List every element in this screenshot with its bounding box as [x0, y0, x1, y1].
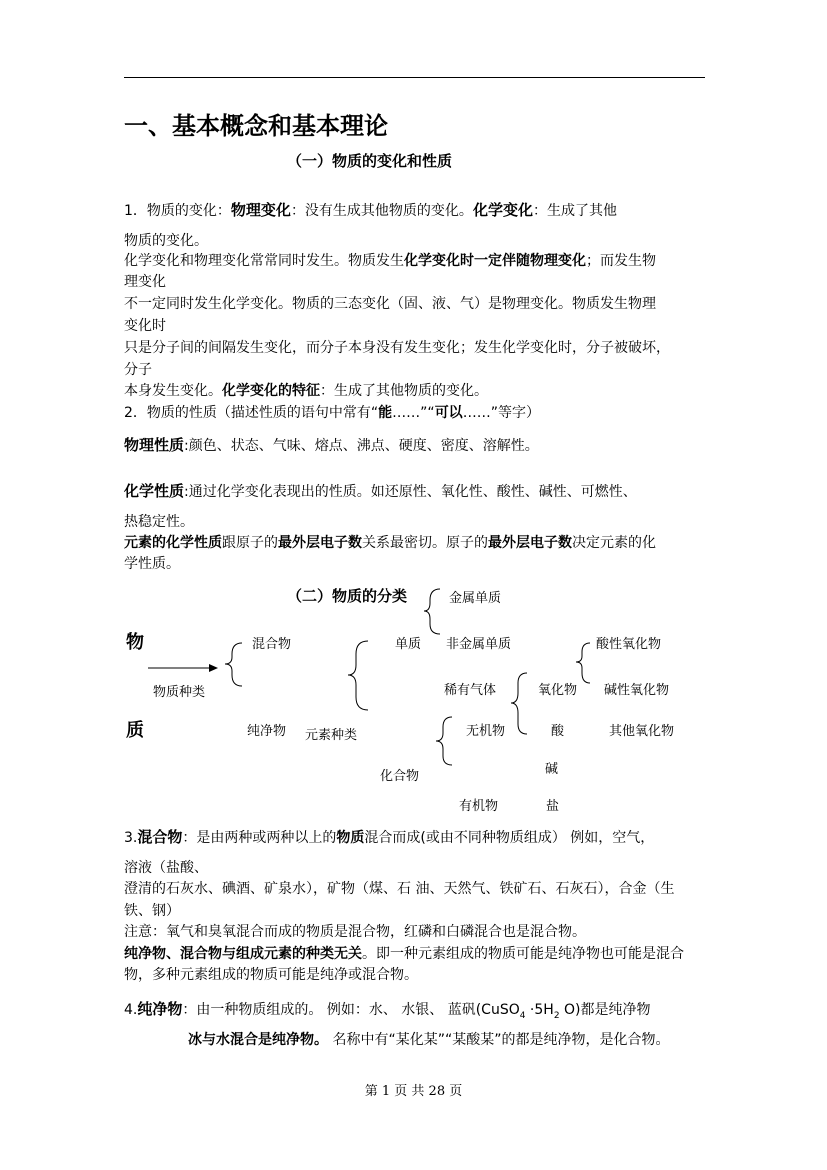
para-line — [188, 1030, 728, 1050]
brace-mixture-pure — [225, 643, 242, 686]
text: ：没有生成其他物质的变化。 — [290, 203, 473, 219]
text: 名称中有“某化某”“某酸某”的都是纯净物，是化合物。 — [328, 1032, 670, 1048]
para-line — [124, 435, 716, 456]
emphasis: 元素的化学性质 — [124, 535, 222, 551]
text: ：由一种物质组成的。 例如：水、 水银、 蓝矾(CuSO — [182, 1002, 520, 1018]
brace-acidic-basic — [576, 643, 590, 683]
para-line — [124, 944, 716, 964]
text: ：是由两种或两种以上的 — [182, 830, 337, 846]
page-footer: 第 1 页 共 28 页 — [364, 1084, 463, 1099]
text: :颜色、状态、气味、熔点、沸点、硬度、密度、溶解性。 — [184, 438, 539, 454]
text: 跟原子的 — [222, 535, 278, 551]
section1-title: （一）物质的变化和性质 — [287, 152, 453, 170]
arrow-head — [209, 664, 218, 672]
brace-element-kind — [348, 641, 368, 710]
para-line: 不一定同时发生化学变化。物质的三态变化（固、液、气）是物理变化。物质发生物理 — [124, 296, 656, 312]
main-heading: 一、基本概念和基本理论 — [124, 111, 388, 140]
emphasis: 最外层电子数 — [278, 535, 362, 551]
text: 2．物质的性质（描述性质的语句中常有“ — [124, 405, 379, 421]
text: 。即一种元素组成的物质可能是纯净物也可能是混合 — [362, 946, 684, 962]
term-mixture: 混合物 — [137, 828, 183, 846]
para-line — [124, 200, 716, 221]
para-line: 分子 — [124, 362, 152, 378]
para-line: 注意：氧气和臭氧混合而成的物质是混合物，红磷和白磷混合也是混合物。 — [124, 924, 586, 940]
para-line: 物质的变化。 — [124, 233, 208, 249]
emphasis: 冰与水混合是纯净物。 — [188, 1032, 328, 1048]
text: 化学变化和物理变化常常同时发生。物质发生 — [124, 253, 404, 269]
term-chemical-property: 化学性质 — [124, 482, 185, 500]
para-line: 学性质。 — [124, 556, 180, 572]
term-physical-change: 物理变化 — [230, 201, 291, 219]
brace-metal-nonmetal — [424, 589, 440, 634]
emphasis: 化学变化时一定伴随物理变化 — [404, 253, 586, 269]
diagram-label-inorganic: 无机物 — [466, 724, 506, 739]
para-line: 溶液（盐酸、 — [124, 860, 208, 876]
text: 4. — [124, 1002, 138, 1018]
para-line — [124, 381, 716, 401]
para-line: 变化时 — [124, 318, 166, 334]
emphasis: 可以 — [434, 405, 463, 421]
emphasis: 物质 — [336, 830, 365, 846]
diagram-label-element-kind: 元素种类 — [305, 728, 358, 743]
term-chemical-change: 化学变化 — [472, 201, 533, 219]
diagram-label-basic-oxide: 碱性氧化物 — [604, 683, 670, 698]
text: 本身发生变化。 — [124, 383, 222, 399]
text: :通过化学变化表现出的性质。如还原性、氧化性、酸性、碱性、可燃性、 — [184, 484, 637, 500]
para-line: 铁、钢） — [124, 903, 180, 919]
text: ……”等字） — [462, 405, 540, 421]
text: 关系最密切。原子的 — [362, 535, 488, 551]
diagram-label-acidic-oxide: 酸性氧化物 — [596, 637, 662, 652]
diagram-char-zhi: 质 — [126, 720, 144, 741]
term-physical-property: 物理性质 — [124, 436, 185, 454]
para-line: 热稳定性。 — [124, 514, 194, 530]
diagram-label-pure: 纯净物 — [247, 724, 287, 739]
diagram-label-substance-kind: 物质种类 — [153, 685, 206, 700]
text: ：生成了其他物质的变化。 — [320, 383, 488, 399]
text: ……”“ — [392, 405, 435, 421]
emphasis: 纯净物、混合物与组成元素的种类无关 — [124, 946, 362, 962]
para-line: 理变化 — [124, 274, 166, 290]
para-line — [124, 251, 716, 271]
diagram-label-base: 碱 — [545, 762, 559, 777]
para-line — [124, 999, 716, 1026]
para-line: 澄清的石灰水、碘酒、矿泉水），矿物（煤、石 油、天然气、铁矿石、石灰石），合金（生 — [124, 881, 675, 897]
text: 1．物质的变化： — [124, 203, 231, 219]
text: ·5H — [525, 1002, 554, 1018]
diagram-label-compound: 化合物 — [380, 769, 420, 784]
subscript: 4 — [519, 1010, 526, 1021]
text: 3. — [124, 830, 138, 846]
diagram-label-metal: 金属单质 — [449, 591, 502, 606]
subscript: 2 — [553, 1010, 560, 1021]
diagram-label-other-oxide: 其他氧化物 — [609, 724, 675, 739]
para-line — [124, 827, 716, 848]
brace-oxide — [511, 673, 527, 734]
para-line — [124, 403, 716, 423]
diagram-label-organic: 有机物 — [459, 799, 499, 814]
emphasis: 能 — [378, 405, 393, 421]
diagram-label-acid: 酸 — [551, 724, 565, 739]
emphasis: 最外层电子数 — [488, 535, 572, 551]
para-line — [124, 533, 716, 553]
para-line: 只是分子间的间隔发生变化，而分子本身没有发生变化；发生化学变化时，分子被破坏， — [124, 340, 670, 356]
diagram-label-salt: 盐 — [546, 799, 560, 814]
text: 混合而成(或由不同种物质组成） 例如，空气， — [364, 830, 655, 846]
diagram-label-mixture: 混合物 — [252, 637, 292, 652]
header-rule — [124, 77, 705, 78]
diagram-char-wu: 物 — [126, 632, 144, 653]
section2-title: （二）物质的分类 — [287, 587, 408, 605]
diagram-label-oxide: 氧化物 — [538, 683, 578, 698]
term-pure-substance: 纯净物 — [137, 1000, 183, 1018]
diagram-label-elemental: 单质 — [395, 637, 422, 652]
para-line — [124, 481, 716, 502]
diagram-label-nonmetal: 非金属单质 — [446, 637, 512, 652]
brace-inorganic-organic — [436, 717, 452, 765]
text: ：生成了其他 — [532, 203, 617, 219]
emphasis: 化学变化的特征 — [222, 383, 320, 399]
text: 决定元素的化 — [572, 535, 656, 551]
para-line: 物，多种元素组成的物质可能是纯净或混合物。 — [124, 967, 418, 983]
text: ；而发生物 — [586, 253, 656, 269]
text: O)都是纯净物 — [559, 1002, 651, 1018]
diagram-label-noble-gas: 稀有气体 — [444, 683, 497, 698]
